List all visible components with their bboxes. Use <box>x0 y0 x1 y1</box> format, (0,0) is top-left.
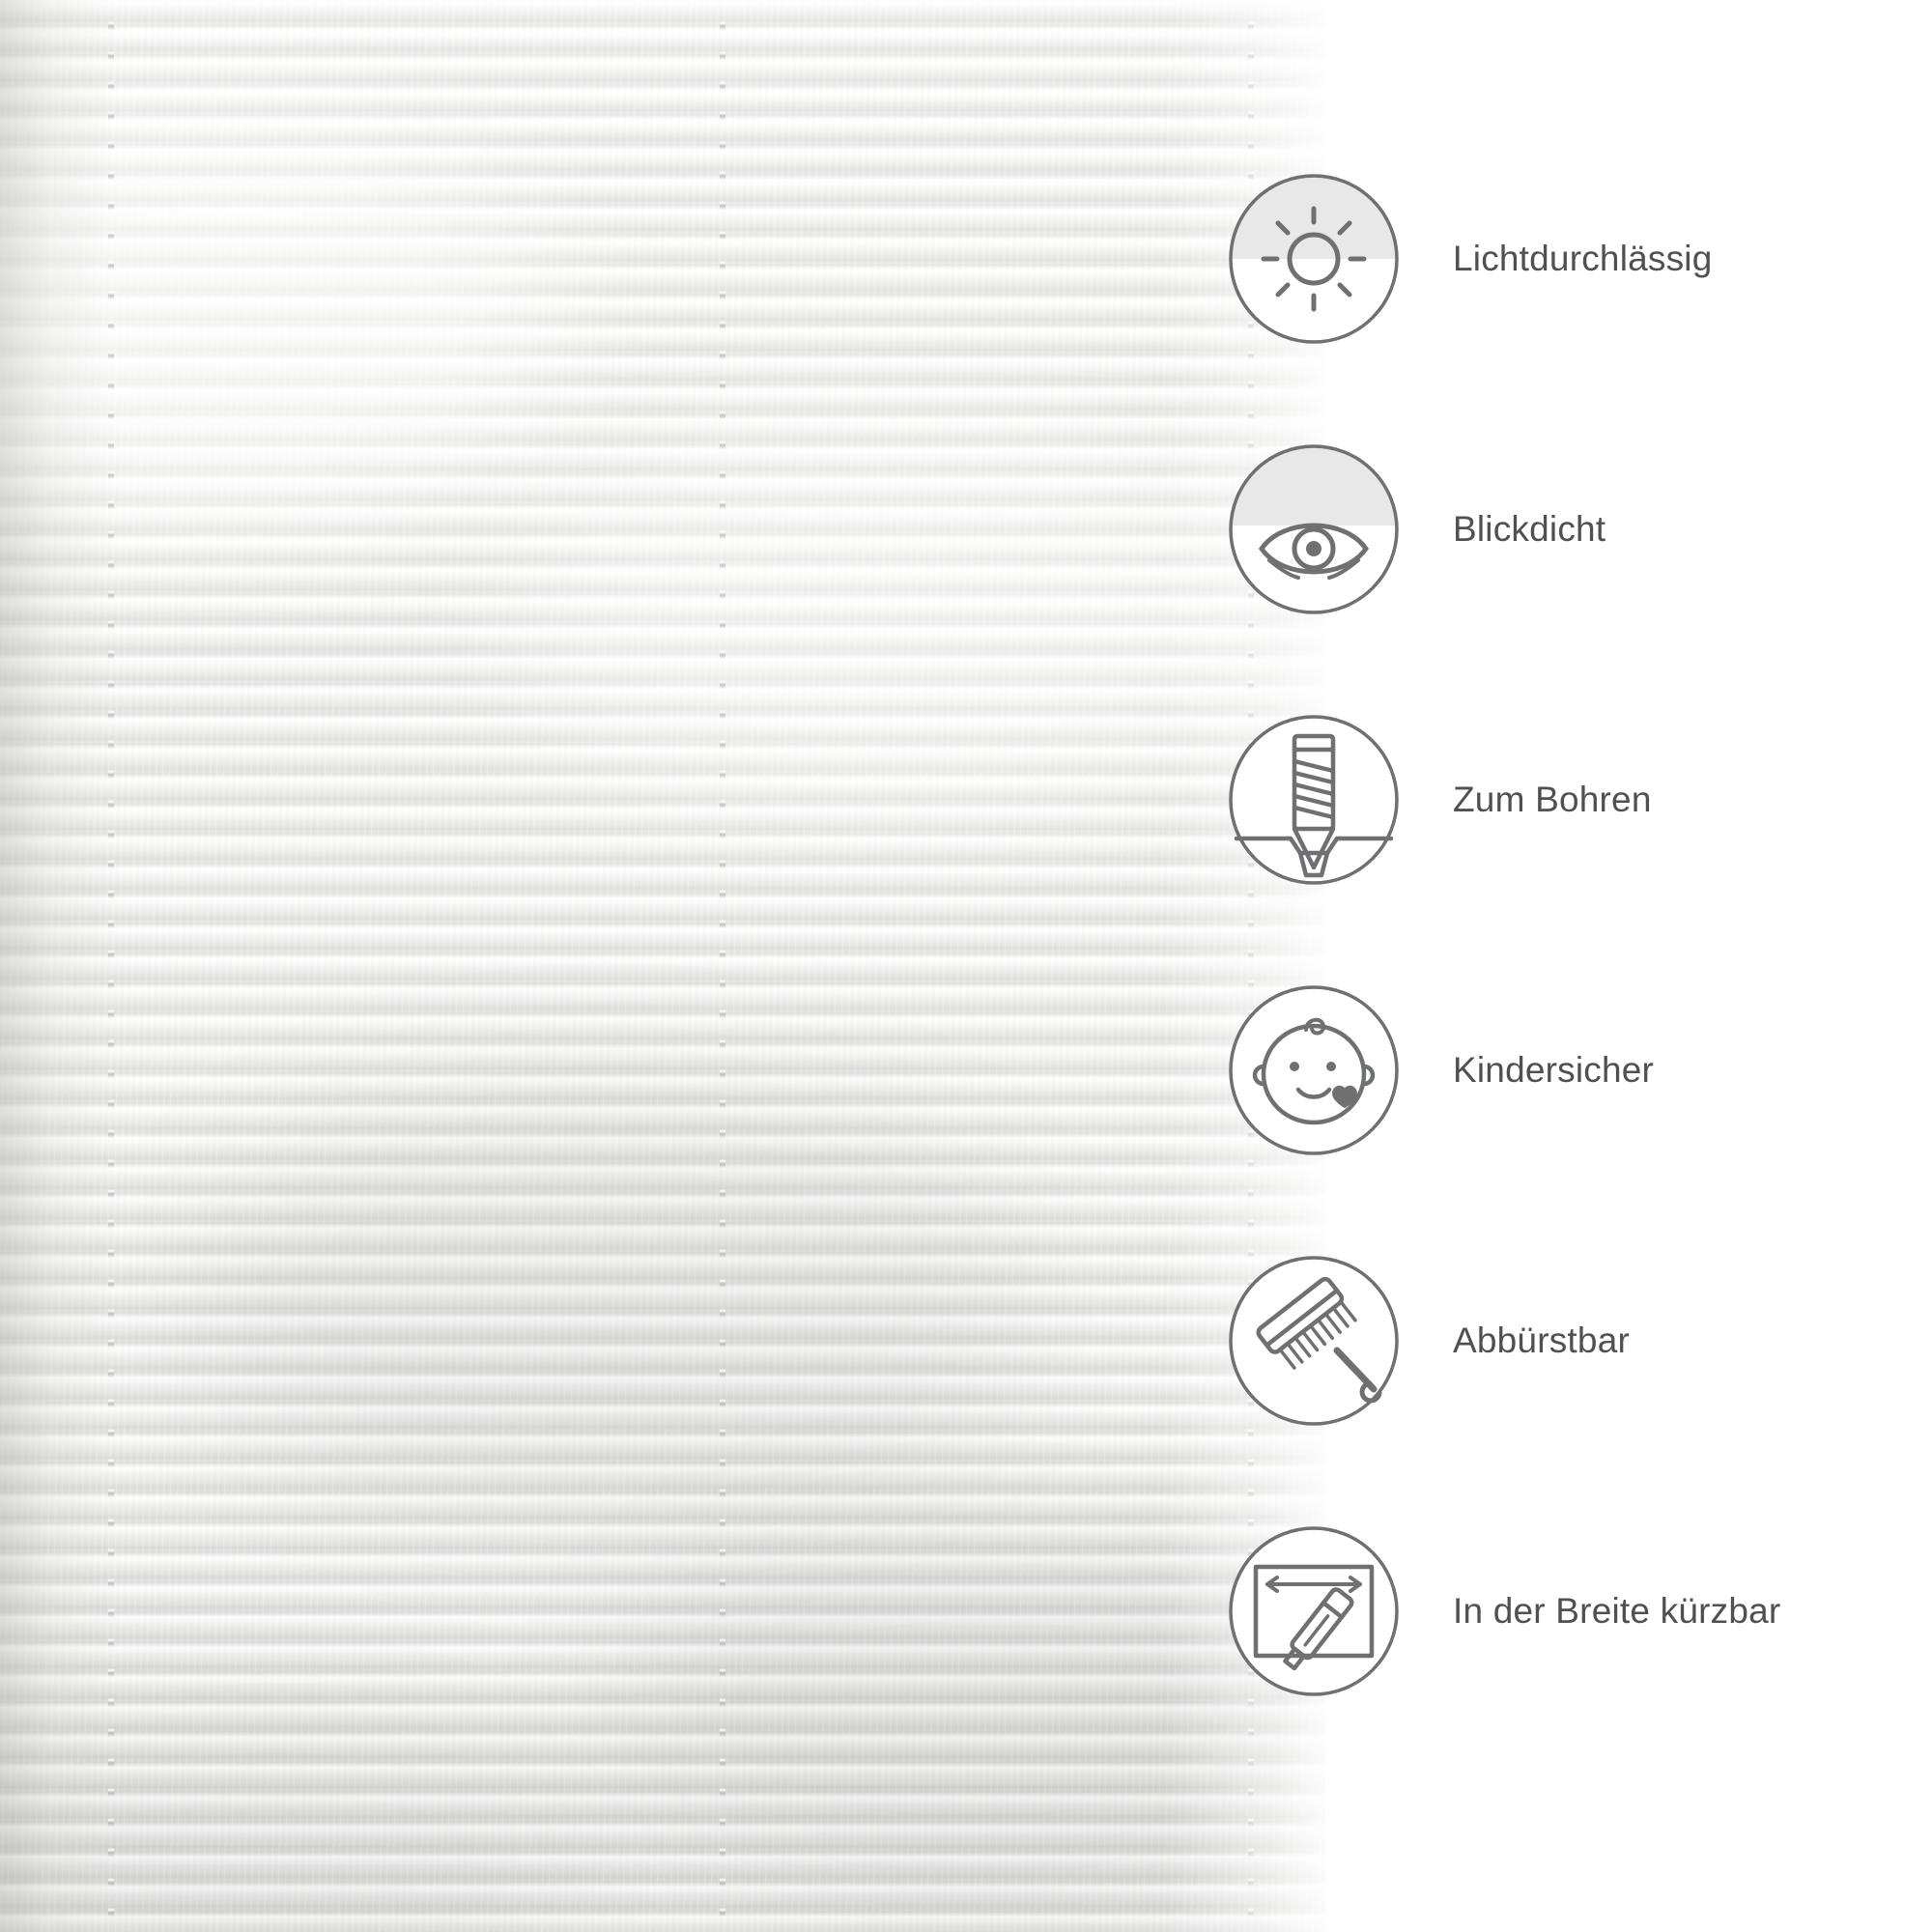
feature-label: In der Breite kürzbar <box>1453 1591 1781 1631</box>
feature-row-kindersicher <box>1325 966 1654 1175</box>
feature-label: Blickdicht <box>1453 509 1606 549</box>
brush-icon <box>1209 1236 1418 1445</box>
feature-row-abbuerstbar <box>1325 1236 1630 1445</box>
feature-row-blickdicht <box>1325 425 1605 634</box>
sun-translucent-icon <box>1209 155 1418 363</box>
feature-row-in-der-breite-kuerzbar <box>1325 1507 1780 1716</box>
cutter-width-icon <box>1209 1507 1418 1716</box>
fabric-left-edge-shadow <box>0 0 114 1932</box>
feature-label: Kindersicher <box>1453 1050 1655 1090</box>
fabric-cord-column <box>720 0 725 1932</box>
eye-opaque-icon <box>1209 425 1418 634</box>
screw-drill-icon <box>1209 696 1418 904</box>
feature-label: Zum Bohren <box>1453 780 1652 819</box>
feature-label: Abbürstbar <box>1453 1321 1630 1360</box>
feature-label: Lichtdurchlässig <box>1453 239 1713 278</box>
feature-row-zum-bohren <box>1325 696 1652 904</box>
feature-row-lichtdurchlaessig <box>1325 155 1713 363</box>
baby-face-icon <box>1209 966 1418 1175</box>
feature-list <box>1325 0 1932 1932</box>
